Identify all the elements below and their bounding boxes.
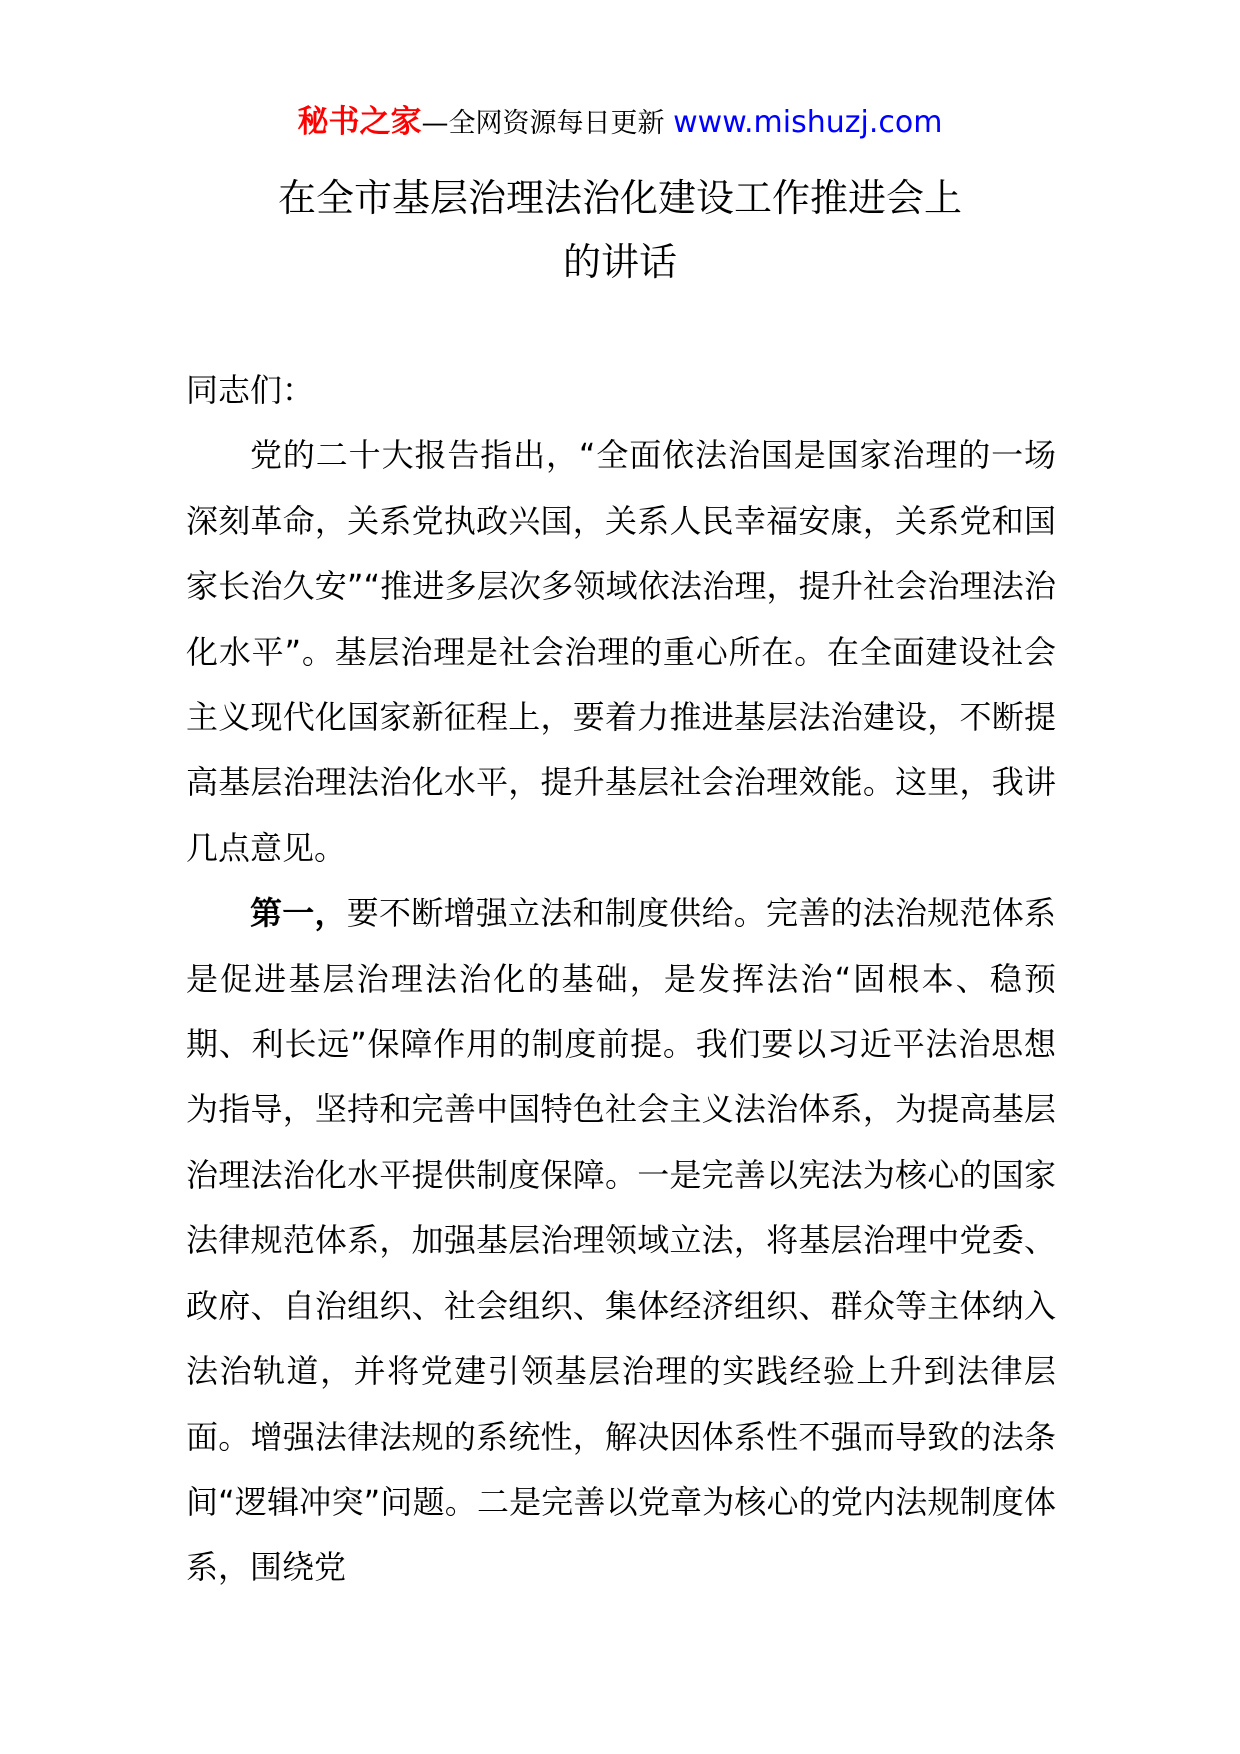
- paragraph-lead: 第一，: [250, 894, 347, 933]
- brand-name: 秘书之家: [297, 104, 422, 140]
- header-tagline: —全网资源每日更新: [421, 108, 674, 139]
- document-body: [186, 358, 1056, 1601]
- site-header: [0, 100, 1240, 146]
- document-title: [0, 166, 1240, 294]
- title-line-2: 的讲话: [562, 240, 677, 284]
- paragraph-first-point: [186, 881, 1056, 1600]
- salutation: 同志们：: [186, 371, 315, 409]
- title-line-1: 在全市基层治理法治化建设工作推进会上: [277, 176, 962, 220]
- paragraph-text: 要不断增强立法和制度供给。完善的法治规范体系是促进基层治理法治化的基础，是发挥法治“固根本、稳预期、利长远”保障作用的制度前提。我们要以习近平法治思想为指导，坚持和完善中国特色社会主义法治体系，为提高基层治理法治化水平提供制度保障。一是完善以宪法为核心的国家法律规范体系，加强基层治理领域立法，将基层治理中党委、政府、自治组织、社会组织、集体经济组织、群众等主体纳入法治轨道，并将党建引领基层治理的实践经验上升到法律层面。增强法律法规的系统性，解决因体系性不强而导致的法条间“逻辑冲突”问题。二是完善以党章为核心的党内法规制度体系，围绕党: [186, 894, 1056, 1587]
- site-url-link[interactable]: www.mishuzj.com: [673, 105, 943, 140]
- paragraph-intro: 党的二十大报告指出，“全面依法治国是国家治理的一场深刻革命，关系党执政兴国，关系人民幸福安康，关系党和国家长治久安”“推进多层次多领域依法治理，提升社会治理法治化水平”。基层治理是社会治理的重心所在。在全面建设社会主义现代化国家新征程上，要着力推进基层法治建设，不断提高基层治理法治化水平，提升基层社会治理效能。这里，我讲几点意见。: [186, 436, 1056, 867]
